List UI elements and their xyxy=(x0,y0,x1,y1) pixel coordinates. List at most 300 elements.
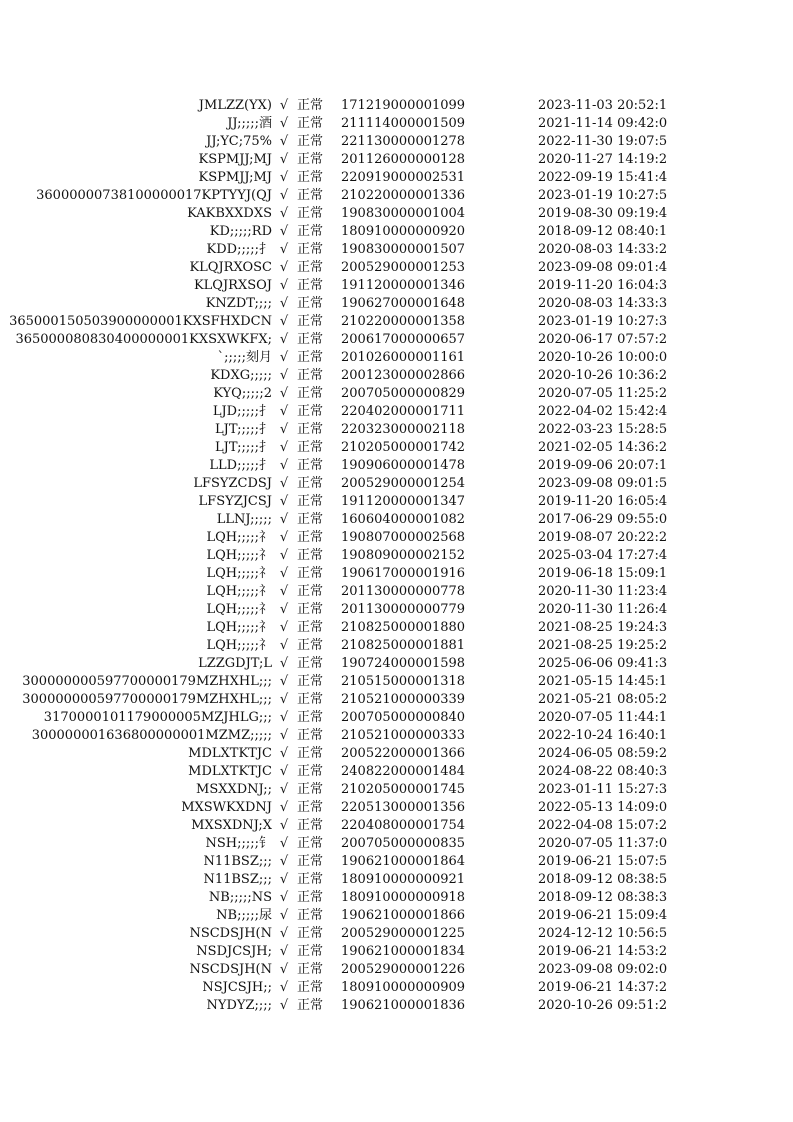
timestamp-cell: 2020-11-27 14:19:2 xyxy=(538,152,668,167)
timestamp-cell: 2022-04-08 15:07:2 xyxy=(538,818,668,833)
item-name-cell: 300000000597700000179MZHXHL;;; xyxy=(22,674,272,689)
item-name-cell: NB;;;;;尿 xyxy=(216,908,272,923)
item-name-cell: NB;;;;;NS xyxy=(208,890,272,905)
timestamp-cell: 2023-01-11 15:27:3 xyxy=(538,782,668,797)
code-cell: 211114000001509 xyxy=(341,116,466,131)
check-mark: √ xyxy=(279,494,289,509)
timestamp-cell: 2023-09-08 09:02:0 xyxy=(538,962,668,977)
check-mark: √ xyxy=(279,350,289,365)
item-name-cell: 300000000597700000179MZHXHL;;; xyxy=(22,692,272,707)
table-row xyxy=(0,511,793,529)
check-mark: √ xyxy=(279,134,289,149)
timestamp-cell: 2020-08-03 14:33:2 xyxy=(538,242,668,257)
timestamp-cell: 2025-03-04 17:27:4 xyxy=(538,548,668,563)
item-name-cell: NSDJCSJH; xyxy=(196,944,272,959)
code-cell: 200529000001225 xyxy=(341,926,466,941)
table-row xyxy=(0,655,793,673)
table-row xyxy=(0,349,793,367)
check-mark: √ xyxy=(279,260,289,275)
item-name-cell: 300000001636800000001MZMZ;;;;; xyxy=(31,728,272,743)
status-cell: 正常 xyxy=(297,530,324,545)
status-cell: 正常 xyxy=(297,98,324,113)
status-cell: 正常 xyxy=(297,152,324,167)
code-cell: 190621000001864 xyxy=(341,854,466,869)
item-name-cell: LQH;;;;;礻 xyxy=(206,602,272,617)
item-name-cell: KLQJRXSOJ xyxy=(193,278,272,293)
item-name-cell: NSJCSJH;; xyxy=(202,980,272,995)
table-row xyxy=(0,583,793,601)
timestamp-cell: 2023-01-19 10:27:5 xyxy=(538,188,668,203)
item-name-cell: NSCDSJH(N xyxy=(189,962,272,977)
code-cell: 200522000001366 xyxy=(341,746,466,761)
check-mark: √ xyxy=(279,548,289,563)
item-name-cell: 365000080830400000001KXSXWKFX; xyxy=(15,332,272,347)
status-cell: 正常 xyxy=(297,638,324,653)
table-row xyxy=(0,817,793,835)
check-mark: √ xyxy=(279,224,289,239)
item-name-cell: LJT;;;;;扌 xyxy=(215,440,272,455)
code-cell: 180910000000918 xyxy=(341,890,466,905)
table-row xyxy=(0,619,793,637)
check-mark: √ xyxy=(279,512,289,527)
status-cell: 正常 xyxy=(297,890,324,905)
timestamp-cell: 2021-05-15 14:45:1 xyxy=(538,674,668,689)
check-mark: √ xyxy=(279,674,289,689)
check-mark: √ xyxy=(279,206,289,221)
code-cell: 220408000001754 xyxy=(341,818,466,833)
check-mark: √ xyxy=(279,818,289,833)
check-mark: √ xyxy=(279,530,289,545)
status-cell: 正常 xyxy=(297,440,324,455)
status-cell: 正常 xyxy=(297,332,324,347)
check-mark: √ xyxy=(279,188,289,203)
table-row xyxy=(0,745,793,763)
status-cell: 正常 xyxy=(297,224,324,239)
code-cell: 190830000001507 xyxy=(341,242,466,257)
status-cell: 正常 xyxy=(297,800,324,815)
table-row xyxy=(0,565,793,583)
status-cell: 正常 xyxy=(297,998,324,1013)
check-mark: √ xyxy=(279,728,289,743)
table-row xyxy=(0,547,793,565)
table-row xyxy=(0,601,793,619)
timestamp-cell: 2019-09-06 20:07:1 xyxy=(538,458,668,473)
timestamp-cell: 2022-09-19 15:41:4 xyxy=(538,170,668,185)
timestamp-cell: 2020-10-26 10:00:0 xyxy=(538,350,668,365)
item-name-cell: LJD;;;;;扌 xyxy=(212,404,272,419)
table-row xyxy=(0,781,793,799)
timestamp-cell: 2022-04-02 15:42:4 xyxy=(538,404,668,419)
timestamp-cell: 2025-06-06 09:41:3 xyxy=(538,656,668,671)
status-cell: 正常 xyxy=(297,566,324,581)
table-row xyxy=(0,979,793,997)
status-cell: 正常 xyxy=(297,458,324,473)
item-name-cell: NSH;;;;;钅 xyxy=(205,836,272,851)
item-name-cell: LJT;;;;;扌 xyxy=(215,422,272,437)
timestamp-cell: 2021-05-21 08:05:2 xyxy=(538,692,668,707)
status-cell: 正常 xyxy=(297,818,324,833)
table-row xyxy=(0,493,793,511)
check-mark: √ xyxy=(279,98,289,113)
item-name-cell: KDD;;;;;扌 xyxy=(206,242,272,257)
code-cell: 190621000001836 xyxy=(341,998,466,1013)
timestamp-cell: 2023-01-19 10:27:3 xyxy=(538,314,668,329)
status-cell: 正常 xyxy=(297,314,324,329)
status-cell: 正常 xyxy=(297,386,324,401)
status-cell: 正常 xyxy=(297,188,324,203)
status-cell: 正常 xyxy=(297,746,324,761)
timestamp-cell: 2019-06-21 14:37:2 xyxy=(538,980,668,995)
table-row xyxy=(0,943,793,961)
check-mark: √ xyxy=(279,710,289,725)
item-name-cell: N11BSZ;;; xyxy=(203,872,272,887)
item-name-cell: JJ;YC;75% xyxy=(206,134,272,149)
code-cell: 201130000000778 xyxy=(341,584,466,599)
table-row xyxy=(0,439,793,457)
check-mark: √ xyxy=(279,980,289,995)
table-row xyxy=(0,187,793,205)
data-table xyxy=(0,97,793,1015)
table-row xyxy=(0,295,793,313)
table-row xyxy=(0,241,793,259)
item-name-cell: LFSYZCDSJ xyxy=(193,476,272,491)
item-name-cell: MSXXDNJ;; xyxy=(196,782,272,797)
status-cell: 正常 xyxy=(297,656,324,671)
check-mark: √ xyxy=(279,332,289,347)
code-cell: 210205000001745 xyxy=(341,782,466,797)
table-row xyxy=(0,313,793,331)
check-mark: √ xyxy=(279,314,289,329)
item-name-cell: MXSWKXDNJ xyxy=(181,800,272,815)
timestamp-cell: 2017-06-29 09:55:0 xyxy=(538,512,668,527)
code-cell: 210220000001336 xyxy=(341,188,466,203)
status-cell: 正常 xyxy=(297,350,324,365)
check-mark: √ xyxy=(279,422,289,437)
table-row xyxy=(0,457,793,475)
check-mark: √ xyxy=(279,656,289,671)
status-cell: 正常 xyxy=(297,728,324,743)
code-cell: 190621000001834 xyxy=(341,944,466,959)
timestamp-cell: 2020-08-03 14:33:3 xyxy=(538,296,668,311)
code-cell: 210521000000339 xyxy=(341,692,466,707)
status-cell: 正常 xyxy=(297,620,324,635)
table-row xyxy=(0,997,793,1015)
table-row xyxy=(0,475,793,493)
timestamp-cell: 2021-11-14 09:42:0 xyxy=(538,116,668,131)
item-name-cell: LQH;;;;;礻 xyxy=(206,530,272,545)
status-cell: 正常 xyxy=(297,602,324,617)
item-name-cell: KSPMJJ;MJ xyxy=(198,152,272,167)
timestamp-cell: 2019-06-21 15:07:5 xyxy=(538,854,668,869)
item-name-cell: LQH;;;;;礻 xyxy=(206,620,272,635)
timestamp-cell: 2024-08-22 08:40:3 xyxy=(538,764,668,779)
code-cell: 200617000000657 xyxy=(341,332,466,347)
timestamp-cell: 2019-08-30 09:19:4 xyxy=(538,206,668,221)
table-row xyxy=(0,925,793,943)
code-cell: 201130000000779 xyxy=(341,602,466,617)
table-row xyxy=(0,421,793,439)
timestamp-cell: 2020-07-05 11:37:0 xyxy=(538,836,668,851)
code-cell: 180910000000909 xyxy=(341,980,466,995)
table-row xyxy=(0,115,793,133)
timestamp-cell: 2019-11-20 16:04:3 xyxy=(538,278,668,293)
table-row xyxy=(0,133,793,151)
code-cell: 220513000001356 xyxy=(341,800,466,815)
table-row xyxy=(0,205,793,223)
table-row xyxy=(0,403,793,421)
item-name-cell: `;;;;;刻月 xyxy=(217,350,272,365)
item-name-cell: 365000150503900000001KXSFHXDCN xyxy=(9,314,272,329)
timestamp-cell: 2024-06-05 08:59:2 xyxy=(538,746,668,761)
code-cell: 200529000001254 xyxy=(341,476,466,491)
code-cell: 210825000001881 xyxy=(341,638,466,653)
status-cell: 正常 xyxy=(297,584,324,599)
table-row xyxy=(0,835,793,853)
check-mark: √ xyxy=(279,764,289,779)
check-mark: √ xyxy=(279,620,289,635)
item-name-cell: N11BSZ;;; xyxy=(203,854,272,869)
code-cell: 171219000001099 xyxy=(341,98,466,113)
status-cell: 正常 xyxy=(297,116,324,131)
status-cell: 正常 xyxy=(297,854,324,869)
timestamp-cell: 2019-08-07 20:22:2 xyxy=(538,530,668,545)
check-mark: √ xyxy=(279,782,289,797)
status-cell: 正常 xyxy=(297,494,324,509)
timestamp-cell: 2022-03-23 15:28:5 xyxy=(538,422,668,437)
status-cell: 正常 xyxy=(297,548,324,563)
code-cell: 220919000002531 xyxy=(341,170,466,185)
table-row xyxy=(0,853,793,871)
timestamp-cell: 2020-11-30 11:23:4 xyxy=(538,584,668,599)
timestamp-cell: 2019-11-20 16:05:4 xyxy=(538,494,668,509)
code-cell: 190724000001598 xyxy=(341,656,466,671)
table-row xyxy=(0,259,793,277)
check-mark: √ xyxy=(279,854,289,869)
table-row xyxy=(0,889,793,907)
timestamp-cell: 2023-09-08 09:01:4 xyxy=(538,260,668,275)
status-cell: 正常 xyxy=(297,134,324,149)
check-mark: √ xyxy=(279,116,289,131)
code-cell: 221130000001278 xyxy=(341,134,466,149)
table-row xyxy=(0,637,793,655)
item-name-cell: LLNJ;;;;; xyxy=(216,512,272,527)
item-name-cell: LLD;;;;;扌 xyxy=(209,458,272,473)
timestamp-cell: 2020-10-26 10:36:2 xyxy=(538,368,668,383)
item-name-cell: KD;;;;;RD xyxy=(209,224,272,239)
item-name-cell: KAKBXXDXS xyxy=(187,206,272,221)
status-cell: 正常 xyxy=(297,692,324,707)
timestamp-cell: 2019-06-18 15:09:1 xyxy=(538,566,668,581)
status-cell: 正常 xyxy=(297,782,324,797)
code-cell: 210825000001880 xyxy=(341,620,466,635)
code-cell: 191120000001347 xyxy=(341,494,466,509)
timestamp-cell: 2021-08-25 19:24:3 xyxy=(538,620,668,635)
item-name-cell: LFSYZJCSJ xyxy=(198,494,272,509)
check-mark: √ xyxy=(279,386,289,401)
check-mark: √ xyxy=(279,296,289,311)
code-cell: 220323000002118 xyxy=(341,422,466,437)
code-cell: 201126000000128 xyxy=(341,152,466,167)
table-row xyxy=(0,277,793,295)
check-mark: √ xyxy=(279,566,289,581)
code-cell: 160604000001082 xyxy=(341,512,466,527)
table-row xyxy=(0,367,793,385)
timestamp-cell: 2020-07-05 11:44:1 xyxy=(538,710,668,725)
item-name-cell: KNZDT;;;; xyxy=(205,296,272,311)
check-mark: √ xyxy=(279,944,289,959)
status-cell: 正常 xyxy=(297,278,324,293)
check-mark: √ xyxy=(279,440,289,455)
status-cell: 正常 xyxy=(297,512,324,527)
item-name-cell: LQH;;;;;礻 xyxy=(206,584,272,599)
code-cell: 210521000000333 xyxy=(341,728,466,743)
code-cell: 200123000002866 xyxy=(341,368,466,383)
code-cell: 200705000000829 xyxy=(341,386,466,401)
status-cell: 正常 xyxy=(297,962,324,977)
item-name-cell: MDLXTKTJC xyxy=(188,746,272,761)
status-cell: 正常 xyxy=(297,764,324,779)
table-row xyxy=(0,727,793,745)
check-mark: √ xyxy=(279,998,289,1013)
timestamp-cell: 2022-11-30 19:07:5 xyxy=(538,134,668,149)
code-cell: 210515000001318 xyxy=(341,674,466,689)
timestamp-cell: 2019-06-21 14:53:2 xyxy=(538,944,668,959)
timestamp-cell: 2020-07-05 11:25:2 xyxy=(538,386,668,401)
table-row xyxy=(0,763,793,781)
timestamp-cell: 2023-09-08 09:01:5 xyxy=(538,476,668,491)
code-cell: 200529000001253 xyxy=(341,260,466,275)
status-cell: 正常 xyxy=(297,476,324,491)
status-cell: 正常 xyxy=(297,296,324,311)
code-cell: 200529000001226 xyxy=(341,962,466,977)
item-name-cell: JMLZZ(YX) xyxy=(198,98,272,113)
timestamp-cell: 2021-02-05 14:36:2 xyxy=(538,440,668,455)
item-name-cell: 36000000738100000017KPTYYJ(QJ xyxy=(36,188,272,203)
item-name-cell: KLQJRXOSC xyxy=(189,260,272,275)
item-name-cell: LZZGDJT;L xyxy=(198,656,272,671)
check-mark: √ xyxy=(279,476,289,491)
timestamp-cell: 2018-09-12 08:40:1 xyxy=(538,224,668,239)
check-mark: √ xyxy=(279,458,289,473)
status-cell: 正常 xyxy=(297,836,324,851)
check-mark: √ xyxy=(279,926,289,941)
code-cell: 190617000001916 xyxy=(341,566,466,581)
timestamp-cell: 2023-11-03 20:52:1 xyxy=(538,98,668,113)
status-cell: 正常 xyxy=(297,422,324,437)
table-row xyxy=(0,709,793,727)
timestamp-cell: 2020-11-30 11:26:4 xyxy=(538,602,668,617)
timestamp-cell: 2018-09-12 08:38:5 xyxy=(538,872,668,887)
check-mark: √ xyxy=(279,836,289,851)
check-mark: √ xyxy=(279,872,289,887)
code-cell: 190830000001004 xyxy=(341,206,466,221)
code-cell: 200705000000835 xyxy=(341,836,466,851)
item-name-cell: NYDYZ;;;; xyxy=(206,998,272,1013)
code-cell: 210220000001358 xyxy=(341,314,466,329)
status-cell: 正常 xyxy=(297,170,324,185)
check-mark: √ xyxy=(279,692,289,707)
code-cell: 190807000002568 xyxy=(341,530,466,545)
status-cell: 正常 xyxy=(297,260,324,275)
check-mark: √ xyxy=(279,602,289,617)
code-cell: 201026000001161 xyxy=(341,350,466,365)
code-cell: 180910000000920 xyxy=(341,224,466,239)
timestamp-cell: 2019-06-21 15:09:4 xyxy=(538,908,668,923)
table-row xyxy=(0,151,793,169)
table-row xyxy=(0,169,793,187)
code-cell: 200705000000840 xyxy=(341,710,466,725)
table-row xyxy=(0,385,793,403)
code-cell: 190906000001478 xyxy=(341,458,466,473)
check-mark: √ xyxy=(279,746,289,761)
code-cell: 190621000001866 xyxy=(341,908,466,923)
table-row xyxy=(0,871,793,889)
status-cell: 正常 xyxy=(297,872,324,887)
timestamp-cell: 2024-12-12 10:56:5 xyxy=(538,926,668,941)
status-cell: 正常 xyxy=(297,368,324,383)
table-row xyxy=(0,529,793,547)
check-mark: √ xyxy=(279,890,289,905)
check-mark: √ xyxy=(279,404,289,419)
check-mark: √ xyxy=(279,170,289,185)
item-name-cell: LQH;;;;;礻 xyxy=(206,638,272,653)
table-row xyxy=(0,799,793,817)
status-cell: 正常 xyxy=(297,206,324,221)
table-row xyxy=(0,223,793,241)
item-name-cell: LQH;;;;;礻 xyxy=(206,566,272,581)
check-mark: √ xyxy=(279,962,289,977)
item-name-cell: MDLXTKTJC xyxy=(188,764,272,779)
table-row xyxy=(0,907,793,925)
code-cell: 191120000001346 xyxy=(341,278,466,293)
code-cell: 180910000000921 xyxy=(341,872,466,887)
table-row xyxy=(0,961,793,979)
check-mark: √ xyxy=(279,638,289,653)
code-cell: 240822000001484 xyxy=(341,764,466,779)
table-row xyxy=(0,331,793,349)
code-cell: 220402000001711 xyxy=(341,404,466,419)
table-row xyxy=(0,691,793,709)
timestamp-cell: 2020-10-26 09:51:2 xyxy=(538,998,668,1013)
status-cell: 正常 xyxy=(297,926,324,941)
timestamp-cell: 2022-10-24 16:40:1 xyxy=(538,728,668,743)
check-mark: √ xyxy=(279,800,289,815)
item-name-cell: 3170000101179000005MZJHLG;;; xyxy=(43,710,272,725)
check-mark: √ xyxy=(279,908,289,923)
code-cell: 190627000001648 xyxy=(341,296,466,311)
check-mark: √ xyxy=(279,278,289,293)
item-name-cell: LQH;;;;;礻 xyxy=(206,548,272,563)
check-mark: √ xyxy=(279,368,289,383)
item-name-cell: KSPMJJ;MJ xyxy=(198,170,272,185)
timestamp-cell: 2022-05-13 14:09:0 xyxy=(538,800,668,815)
code-cell: 210205000001742 xyxy=(341,440,466,455)
code-cell: 190809000002152 xyxy=(341,548,466,563)
check-mark: √ xyxy=(279,584,289,599)
status-cell: 正常 xyxy=(297,404,324,419)
item-name-cell: JJ;;;;;酒 xyxy=(227,116,272,131)
item-name-cell: KYQ;;;;;2 xyxy=(213,386,272,401)
check-mark: √ xyxy=(279,242,289,257)
status-cell: 正常 xyxy=(297,908,324,923)
timestamp-cell: 2020-06-17 07:57:2 xyxy=(538,332,668,347)
status-cell: 正常 xyxy=(297,710,324,725)
status-cell: 正常 xyxy=(297,980,324,995)
timestamp-cell: 2018-09-12 08:38:3 xyxy=(538,890,668,905)
item-name-cell: NSCDSJH(N xyxy=(189,926,272,941)
item-name-cell: MXSXDNJ;X xyxy=(191,818,272,833)
timestamp-cell: 2021-08-25 19:25:2 xyxy=(538,638,668,653)
